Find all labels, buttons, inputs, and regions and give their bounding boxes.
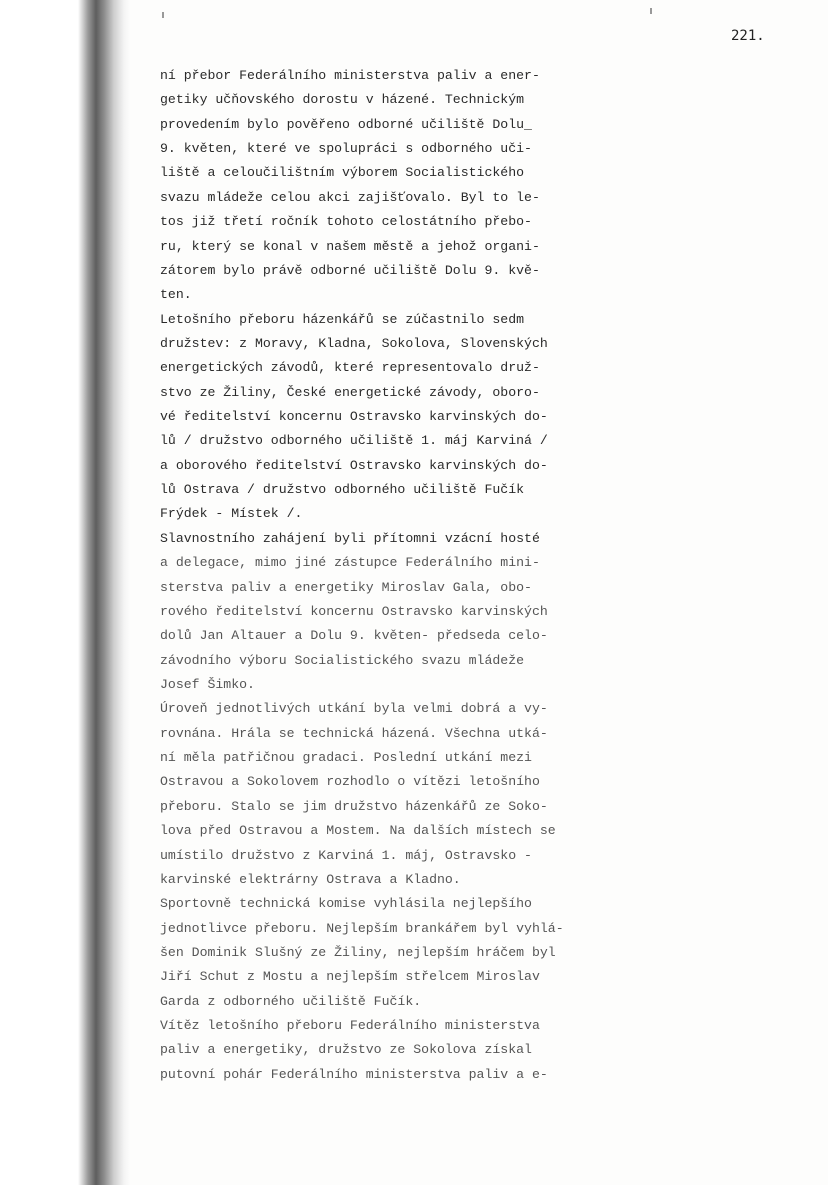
text-line: ní přebor Federálního ministerstva paliv a ener- xyxy=(160,68,540,83)
text-line: rového ředitelství koncernu Ostravsko karvinských xyxy=(160,603,548,619)
page-number: 221. xyxy=(731,28,765,44)
text-line: družstev: z Moravy, Kladna, Sokolova, Slovenských xyxy=(160,335,548,351)
text-line: sterstva paliv a energetiky Miroslav Gala, obo- xyxy=(160,579,532,595)
text-line: Garda z odborného učiliště Fučík. xyxy=(160,993,422,1009)
text-line: Letošního přeboru házenkářů se zúčastnilo sedm xyxy=(160,311,525,327)
text-line: ní měla patřičnou gradaci. Poslední utkání mezi xyxy=(160,750,532,766)
text-line: Sportovně technická komise vyhlásila nejlepšího xyxy=(160,896,532,912)
text-line: lů Ostrava / družstvo odborného učiliště Fučík xyxy=(160,482,525,498)
text-line: provedením bylo pověřeno odborné učiliště Dolu_ xyxy=(160,116,532,132)
text-line: a oborového ředitelství Ostravsko karvinských do- xyxy=(160,457,548,473)
text-line: Vítěz letošního přeboru Federálního ministerstva xyxy=(160,1018,540,1034)
text-line: a delegace, mimo jiné zástupce Federálního mini- xyxy=(160,555,540,571)
text-line: šen Dominik Slušný ze Žiliny, nejlepším hráčem byl xyxy=(160,944,556,960)
text-line: jednotlivce přeboru. Nejlepším brankářem byl vyhlá- xyxy=(160,920,564,936)
text-line: Ostravou a Sokolovem rozhodlo o vítězi letošního xyxy=(160,774,540,790)
text-line: dolů Jan Altauer a Dolu 9. květen- předseda celo- xyxy=(160,628,548,644)
text-line: Josef Šimko. xyxy=(160,676,255,692)
text-line: zátorem bylo právě odborné učiliště Dolu 9. kvě- xyxy=(160,262,540,278)
text-line: putovní pohár Federálního ministerstva paliv a e- xyxy=(160,1066,548,1082)
scan-speck xyxy=(650,8,652,14)
text-line: getiky učňovského dorostu v házené. Technickým xyxy=(160,92,525,108)
text-line: přeboru. Stalo se jim družstvo házenkářů ze Soko- xyxy=(160,798,548,814)
text-line: karvinské elektrárny Ostrava a Kladno. xyxy=(160,871,461,887)
text-line: umístilo družstvo z Karviná 1. máj, Ostravsko - xyxy=(160,847,532,863)
scan-binding-shadow xyxy=(0,0,130,1185)
text-line: Slavnostního zahájení byli přítomni vzácní hosté xyxy=(160,530,540,546)
text-line: energetických závodů, které representovalo druž- xyxy=(160,360,540,376)
text-line: paliv a energetiky, družstvo ze Sokolova získal xyxy=(160,1042,532,1058)
typewritten-body xyxy=(160,64,680,1087)
text-line: lů / družstvo odborného učiliště 1. máj Karviná / xyxy=(160,433,548,449)
text-line: Úroveň jednotlivých utkání byla velmi dobrá a vy- xyxy=(160,701,548,717)
text-line: vé ředitelství koncernu Ostravsko karvinských do- xyxy=(160,409,548,425)
text-line: lova před Ostravou a Mostem. Na dalších místech se xyxy=(160,823,556,839)
text-line: Jiří Schut z Mostu a nejlepším střelcem Miroslav xyxy=(160,969,540,985)
text-line: liště a celoučilištním výborem Socialistického xyxy=(160,165,525,181)
text-line: rovnána. Hrála se technická házená. Všechna utká- xyxy=(160,725,548,741)
text-line: závodního výboru Socialistického svazu mládeže xyxy=(160,652,525,668)
text-line: Frýdek - Místek /. xyxy=(160,506,303,522)
text-line: ru, který se konal v našem městě a jehož organi- xyxy=(160,238,540,254)
text-line: tos již třetí ročník tohoto celostátního přebo- xyxy=(160,214,532,230)
text-line: 9. květen, které ve spolupráci s odborného uči- xyxy=(160,141,532,157)
text-line: svazu mládeže celou akci zajišťovalo. Byl to le- xyxy=(160,189,540,205)
text-line: stvo ze Žiliny, České energetické závody, oboro- xyxy=(160,384,540,400)
scan-speck xyxy=(162,12,164,18)
text-line: ten. xyxy=(160,287,192,303)
